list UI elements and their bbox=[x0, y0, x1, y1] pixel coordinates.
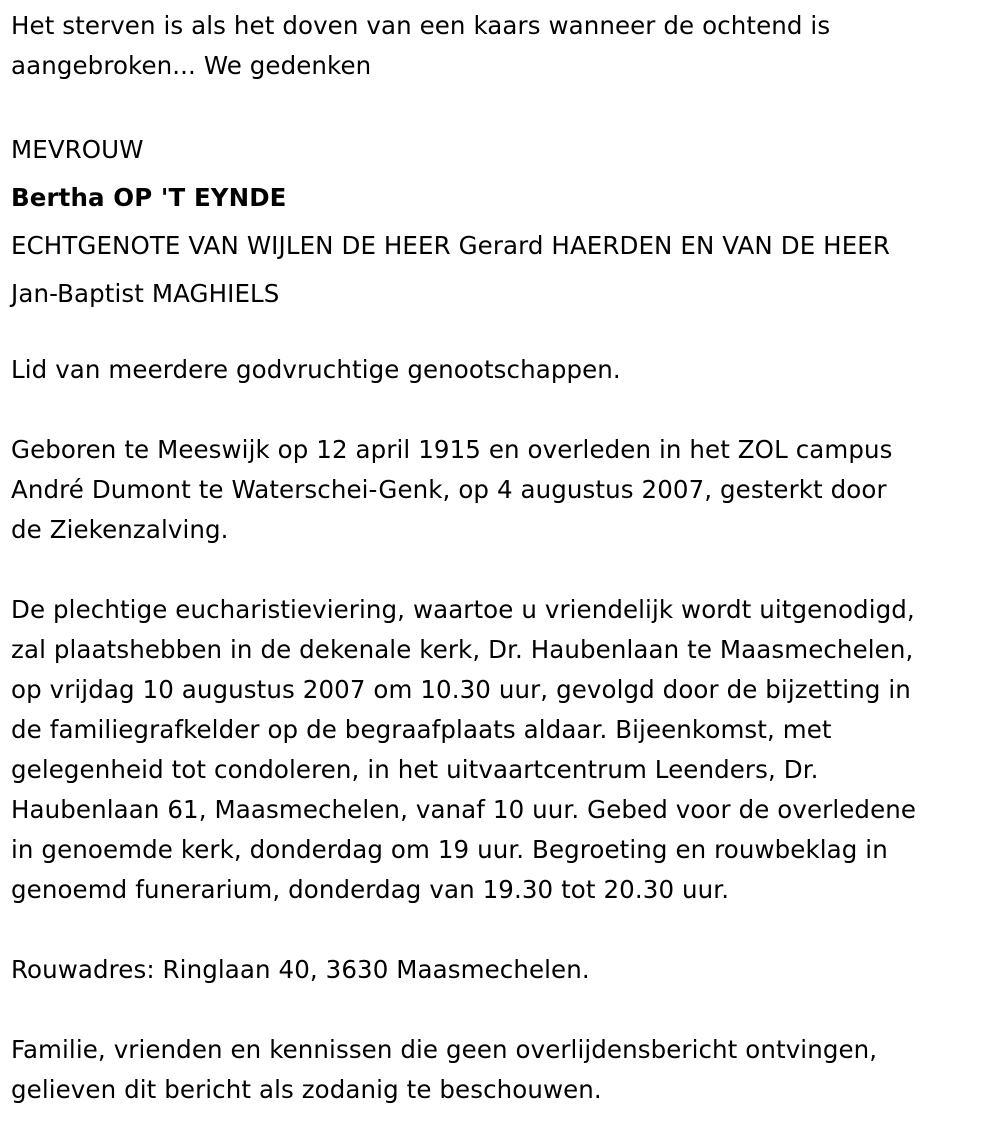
intro-paragraph bbox=[11, 6, 992, 86]
spouse-line: ECHTGENOTE VAN WIJLEN DE HEER Gerard HAERDEN EN VAN DE HEER bbox=[11, 231, 890, 260]
closing-line: Familie, vrienden en kennissen die geen overlijdensbericht ontvingen, bbox=[11, 1035, 878, 1064]
birth-death-line: Geboren te Meeswijk op 12 april 1915 en overleden in het ZOL campus bbox=[11, 435, 893, 464]
ceremony-line: gelegenheid tot condoleren, in het uitvaartcentrum Leenders, Dr. bbox=[11, 755, 819, 784]
deceased-name: Bertha OP 'T EYNDE bbox=[11, 183, 287, 212]
intro-line: aangebroken... We gedenken bbox=[11, 51, 372, 80]
salutation: MEVROUW bbox=[11, 135, 144, 164]
spouse-line: Jan-Baptist MAGHIELS bbox=[11, 279, 280, 308]
paragraph-spacer bbox=[11, 910, 992, 950]
closing-paragraph bbox=[11, 1030, 992, 1110]
paragraph-spacer bbox=[11, 318, 992, 350]
address-paragraph bbox=[11, 950, 992, 990]
ceremony-line: de familiegrafkelder op de begraafplaats aldaar. Bijeenkomst, met bbox=[11, 715, 832, 744]
ceremony-line: genoemd funerarium, donderdag van 19.30 tot 20.30 uur. bbox=[11, 875, 730, 904]
paragraph-spacer bbox=[11, 990, 992, 1030]
birth-death-line: André Dumont te Waterschei-Genk, op 4 augustus 2007, gesterkt door bbox=[11, 475, 887, 504]
intro-line: Het sterven is als het doven van een kaars wanneer de ochtend is bbox=[11, 11, 831, 40]
paragraph-spacer bbox=[11, 86, 992, 126]
paragraph-spacer bbox=[11, 390, 992, 430]
closing-line: gelieven dit bericht als zodanig te beschouwen. bbox=[11, 1075, 602, 1104]
address-line: Rouwadres: Ringlaan 40, 3630 Maasmechelen. bbox=[11, 955, 590, 984]
birth-death-line: de Ziekenzalving. bbox=[11, 515, 229, 544]
deceased-header bbox=[11, 126, 992, 318]
membership-line: Lid van meerdere godvruchtige genootschappen. bbox=[11, 355, 621, 384]
ceremony-paragraph bbox=[11, 590, 992, 910]
ceremony-line: in genoemde kerk, donderdag om 19 uur. Begroeting en rouwbeklag in bbox=[11, 835, 888, 864]
membership-paragraph bbox=[11, 350, 992, 390]
ceremony-line: op vrijdag 10 augustus 2007 om 10.30 uur, gevolgd door de bijzetting in bbox=[11, 675, 911, 704]
ceremony-line: De plechtige eucharistieviering, waartoe u vriendelijk wordt uitgenodigd, bbox=[11, 595, 915, 624]
ceremony-line: zal plaatshebben in de dekenale kerk, Dr. Haubenlaan te Maasmechelen, bbox=[11, 635, 914, 664]
birth-death-paragraph bbox=[11, 430, 992, 550]
ceremony-line: Haubenlaan 61, Maasmechelen, vanaf 10 uur. Gebed voor de overledene bbox=[11, 795, 917, 824]
paragraph-spacer bbox=[11, 550, 992, 590]
